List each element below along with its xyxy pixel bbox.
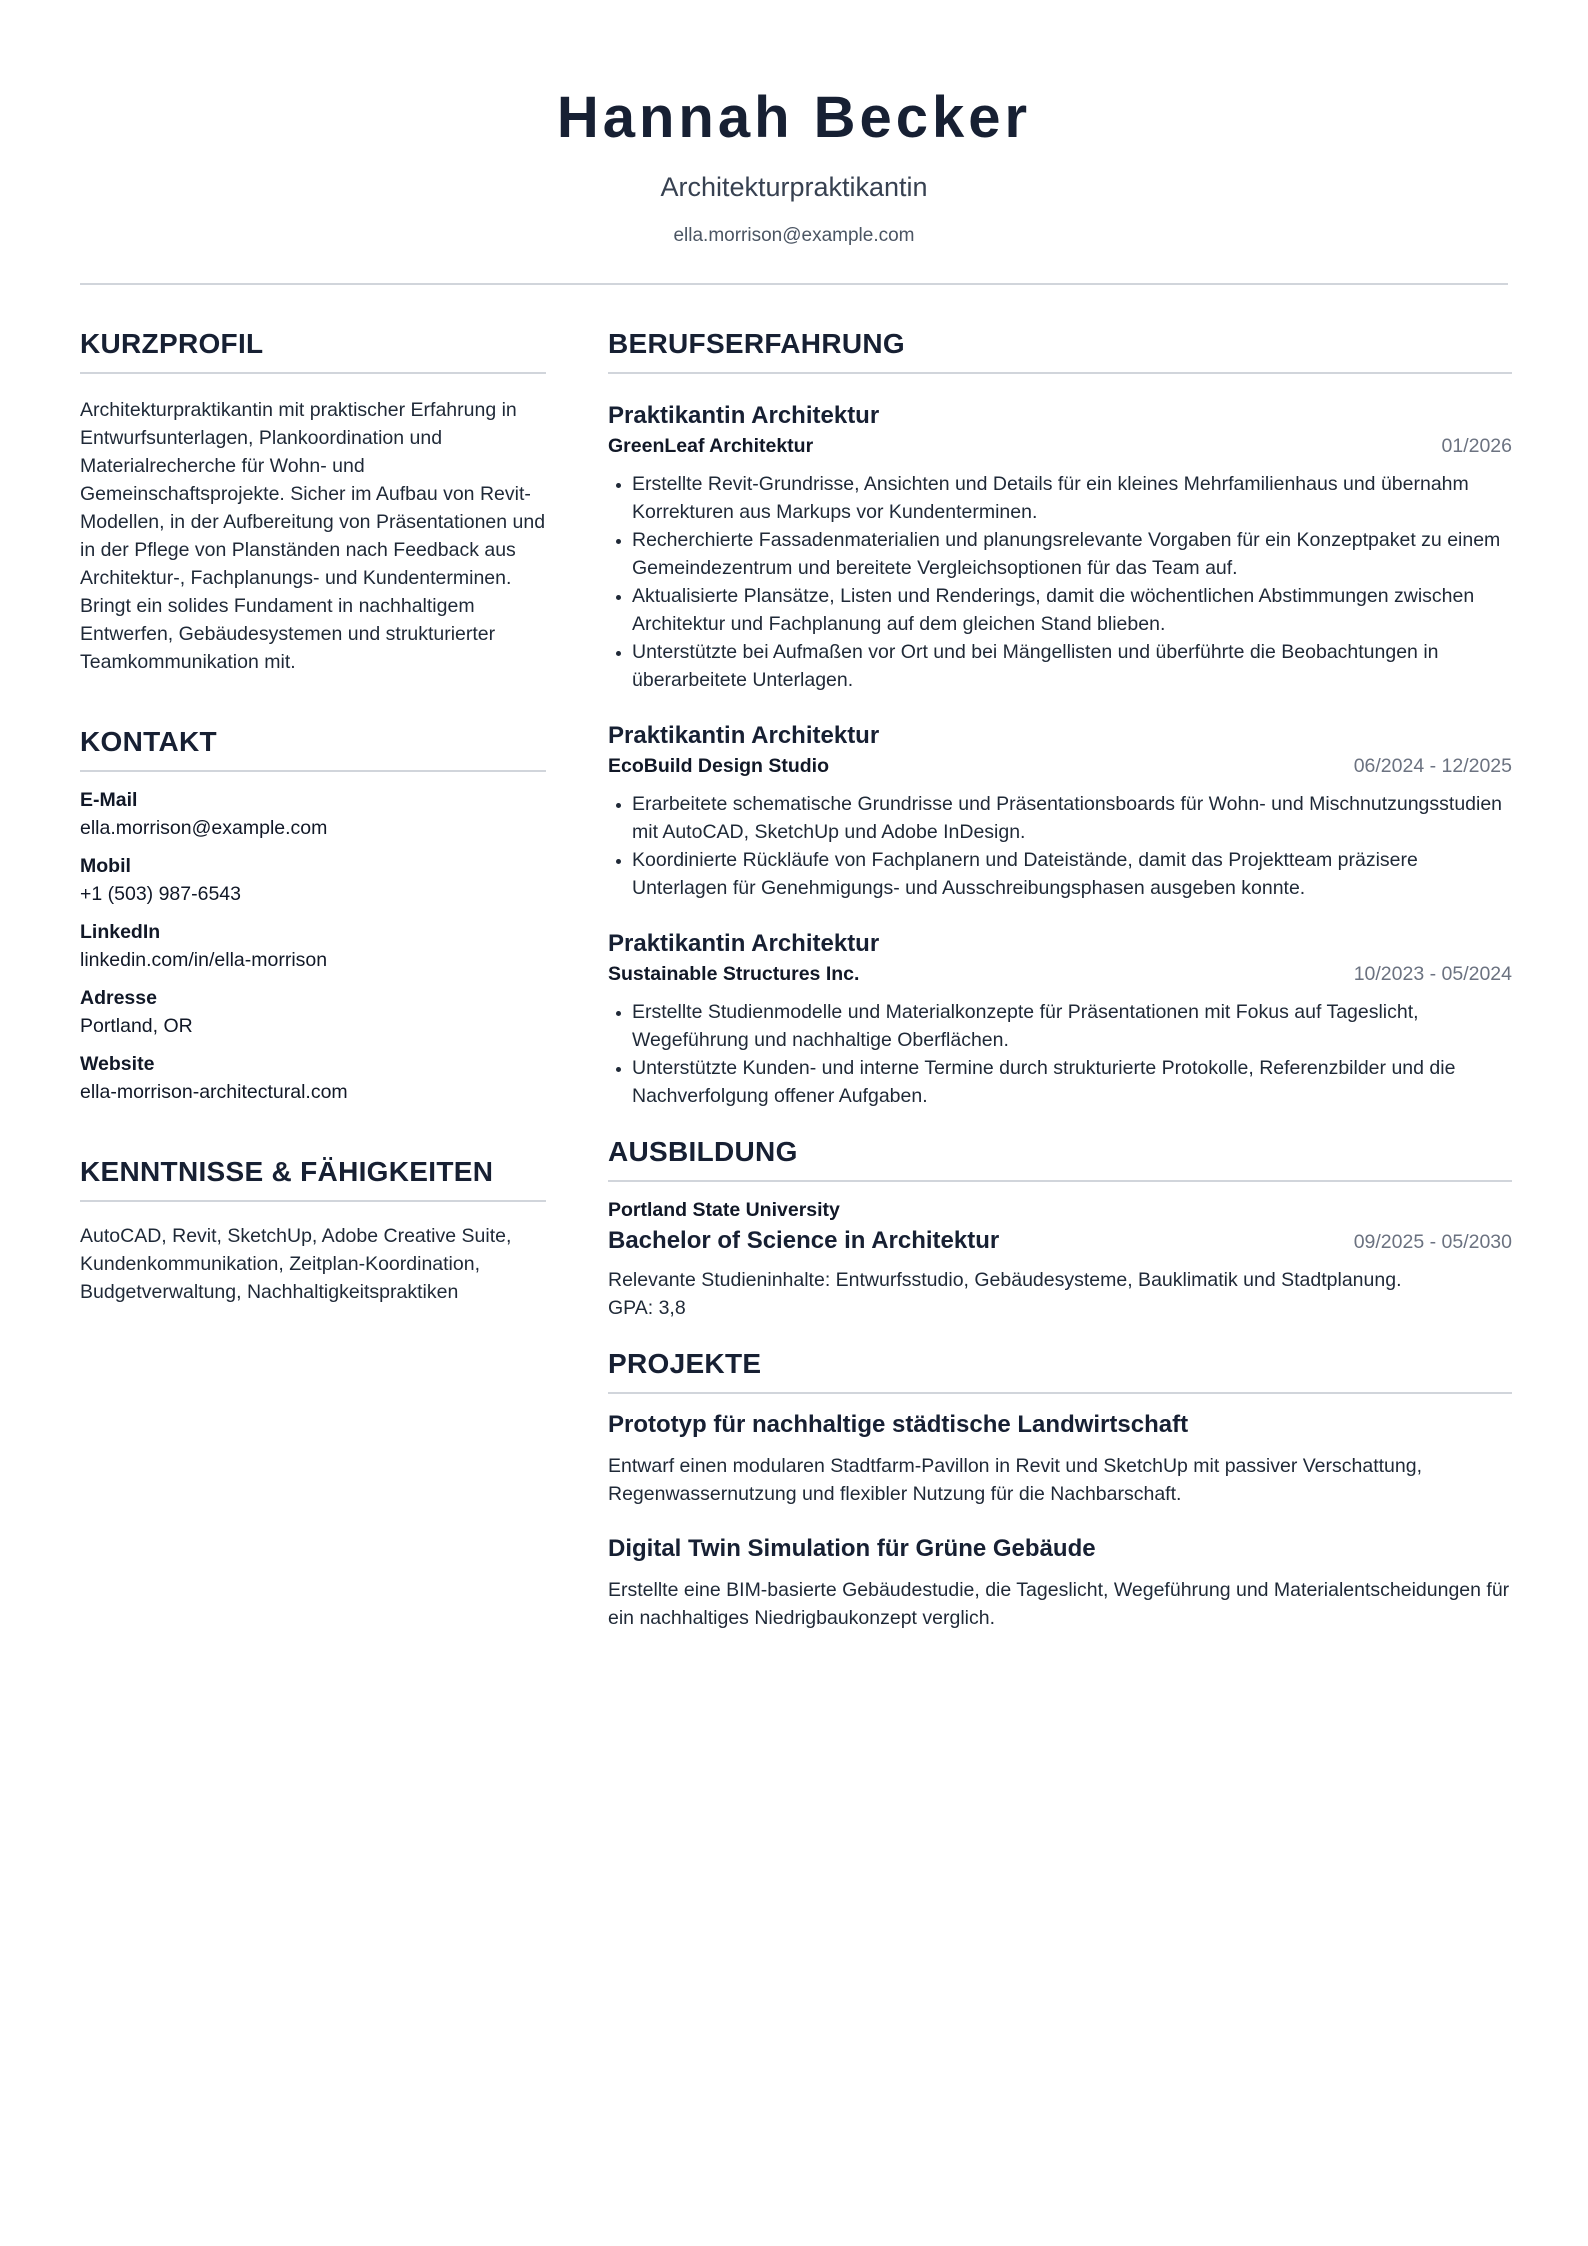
contact-value-email[interactable]: ella.morrison@example.com [80,817,328,839]
contact-label: Website [80,1053,155,1075]
job-entry [608,720,1512,902]
job-bullets [608,790,1512,902]
contact-label: Mobil [80,855,131,877]
left-column [80,324,546,1352]
job-dates: 10/2023 - 05/2024 [1353,963,1512,985]
job-bullet: Koordinierte Rückläufe von Fachplanern und Dateistände, damit das Projektteam präzisere Unterlagen für Genehmigungs- und Ausschreibungsphasen ausgeben konnte. [608,846,1512,902]
education-details: Relevante Studieninhalte: Entwurfsstudio, Gebäudesysteme, Bauklimatik und Stadtplanung. [608,1269,1402,1291]
contact-value-address: Portland, OR [80,1015,193,1037]
job-bullet: Unterstützte Kunden- und interne Termine durch strukturierte Protokolle, Referenzbilder und die Nachverfolgung offener Aufgaben. [608,1054,1512,1110]
contact-item-address [80,984,546,1040]
experience-section [608,324,1512,1110]
contact-item-website [80,1050,546,1106]
project-title: Digital Twin Simulation für Grüne Gebäude [608,1535,1096,1562]
project-entry [608,1408,1512,1508]
job-bullet: Erstellte Studienmodelle und Materialkonzepte für Präsentationen mit Fokus auf Tageslicht, Wegeführung und nachhaltige Oberflächen. [608,998,1512,1054]
project-description: Erstellte eine BIM-basierte Gebäudestudie, die Tageslicht, Wegeführung und Materialentscheidungen für ein nachhaltiges Niedrigbaukonzept verglich. [608,1579,1510,1629]
education-entry [608,1196,1512,1322]
right-column [608,324,1512,1654]
section-title-education: AUSBILDUNG [608,1132,1512,1182]
education-section [608,1132,1512,1322]
job-entry [608,928,1512,1110]
job-bullet: Erstellte Revit-Grundrisse, Ansichten und Details für ein kleines Mehrfamilienhaus und übernahm Korrekturen aus Markups vor Kundenterminen. [608,470,1512,526]
contact-value-website[interactable]: ella-morrison-architectural.com [80,1081,348,1103]
job-dates: 01/2026 [1441,435,1512,457]
education-gpa: GPA: 3,8 [608,1297,686,1319]
job-company: GreenLeaf Architektur [608,435,814,457]
header-email: ella.morrison@example.com [673,225,915,246]
contact-label: Adresse [80,987,157,1009]
job-entry [608,400,1512,694]
job-meta [608,752,1512,780]
job-bullets [608,470,1512,694]
section-title-skills: KENNTNISSE & FÄHIGKEITEN [80,1152,546,1202]
header-divider [80,283,1508,285]
job-dates: 06/2024 - 12/2025 [1353,755,1512,777]
job-title: Praktikantin Architektur [608,722,880,749]
education-row [608,1224,1512,1258]
contact-label: E-Mail [80,789,138,811]
job-bullets [608,998,1512,1110]
job-title: Praktikantin Architektur [608,402,880,429]
resume-header [80,0,1508,249]
job-bullet: Erarbeitete schematische Grundrisse und Präsentationsboards für Wohn- und Mischnutzungsstudien mit AutoCAD, SketchUp und Adobe InDesign. [608,790,1512,846]
contact-list [80,786,546,1106]
skills-text: AutoCAD, Revit, SketchUp, Adobe Creative Suite, Kundenkommunikation, Zeitplan-Koordination, Budgetverwaltung, Nachhaltigkeitspraktiken [80,1225,512,1303]
section-title-contact: KONTAKT [80,722,546,772]
job-title: Praktikantin Architektur [608,930,880,957]
skills-section [80,1152,546,1306]
project-title: Prototyp für nachhaltige städtische Landwirtschaft [608,1411,1189,1438]
contact-item-email [80,786,546,842]
contact-label: LinkedIn [80,921,161,943]
summary-section [80,324,546,676]
candidate-name: Hannah Becker [556,85,1032,150]
job-bullet: Unterstützte bei Aufmaßen vor Ort und bei Mängellisten und überführte die Beobachtungen in überarbeitete Unterlagen. [608,638,1512,694]
education-dates: 09/2025 - 05/2030 [1353,1231,1512,1253]
job-bullet: Aktualisierte Plansätze, Listen und Renderings, damit die wöchentlichen Abstimmungen zwischen Architektur und Fachplanung auf dem gleichen Stand blieben. [608,582,1512,638]
job-meta [608,432,1512,460]
section-title-summary: KURZPROFIL [80,324,546,374]
job-company: EcoBuild Design Studio [608,755,830,777]
job-meta [608,960,1512,988]
contact-value-phone[interactable]: +1 (503) 987-6543 [80,883,241,905]
job-bullet: Recherchierte Fassadenmaterialien und planungsrelevante Vorgaben für ein Konzeptpaket zu einem Gemeindezentrum und bereitete Vergleichsoptionen für das Team auf. [608,526,1512,582]
projects-section [608,1344,1512,1632]
contact-value-linkedin[interactable]: linkedin.com/in/ella-morrison [80,949,328,971]
job-company: Sustainable Structures Inc. [608,963,860,985]
section-title-projects: PROJEKTE [608,1344,1512,1394]
summary-text: Architekturpraktikantin mit praktischer Erfahrung in Entwurfsunterlagen, Plankoordination und Materialrecherche für Wohn- und Gemeinschaftsprojekte. Sicher im Aufbau von Revit-Modellen, in der Aufbereitung von Präsentationen und in der Pflege von Planständen nach Feedback aus Architektur-, Fachplanungs- und Kundenterminen. Bringt ein solides Fundament in nachhaltigem Entwerfen, Gebäudesystemen und strukturierter Teamkommunikation mit. [80,399,546,673]
contact-item-linkedin [80,918,546,974]
candidate-role: Architekturpraktikantin [660,172,928,202]
education-school: Portland State University [608,1199,840,1221]
section-title-experience: BERUFSERFAHRUNG [608,324,1512,374]
project-entry [608,1532,1512,1632]
education-degree: Bachelor of Science in Architektur [608,1227,1000,1254]
project-description: Entwarf einen modularen Stadtfarm-Pavillon in Revit und SketchUp mit passiver Verschattung, Regenwassernutzung und flexibler Nutzung für die Nachbarschaft. [608,1455,1422,1505]
contact-item-phone [80,852,546,908]
contact-section [80,722,546,1106]
